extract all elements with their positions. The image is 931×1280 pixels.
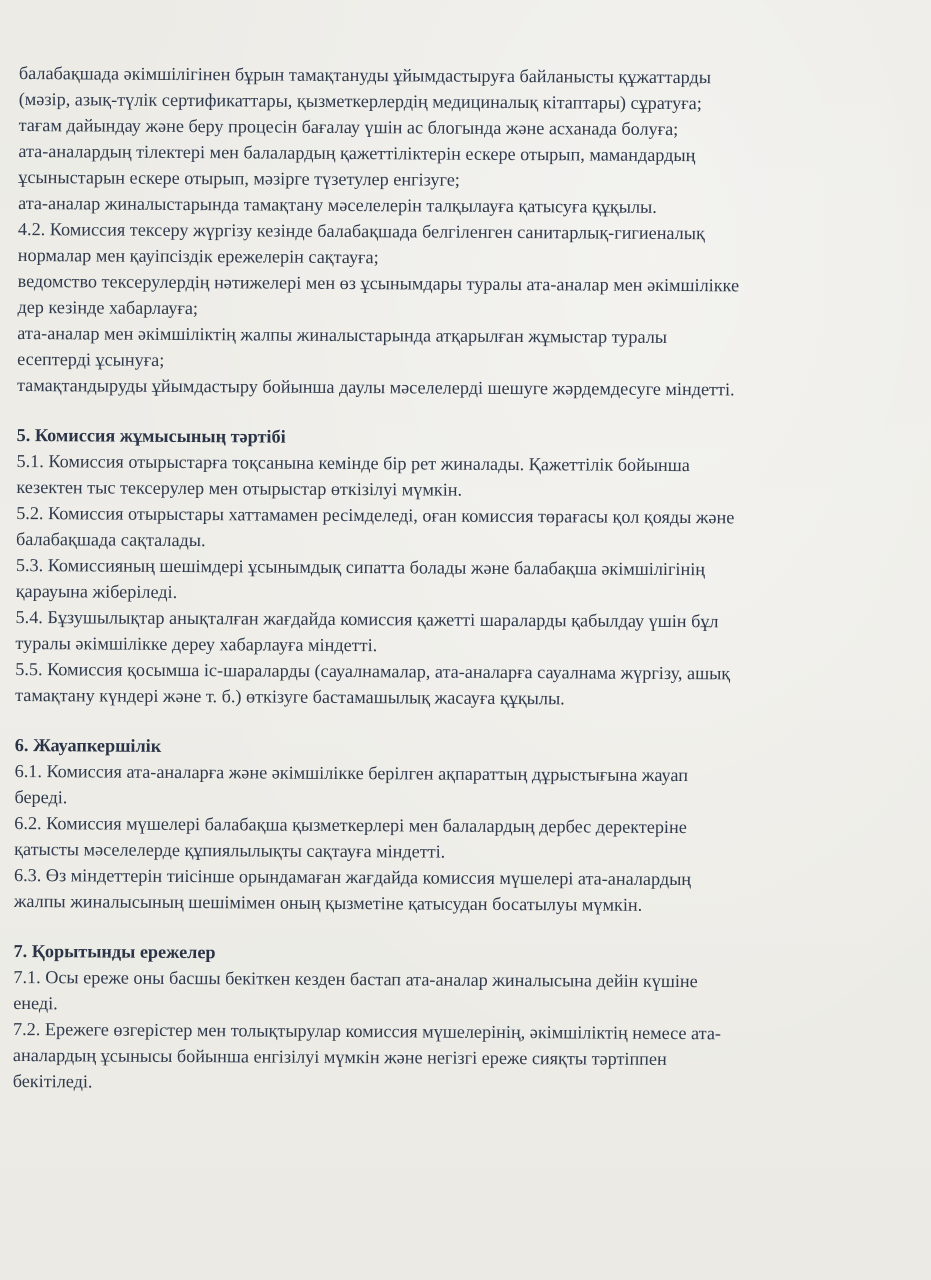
text-line: дер кезінде хабарлауға; — [17, 296, 199, 319]
text-line: 7.2. Ережеге өзгерістер мен толықтырулар комиссия мүшелерінің, әкімшіліктің немесе ата- — [13, 1018, 722, 1044]
text-line: жалпы жиналысының шешімімен оның қызметіне қатысудан босатылуы мүмкін. — [13, 890, 643, 915]
text-line: 6.1. Комиссия ата-аналарға және әкімшілікке берілген ақпараттың дұрыстығына жауап — [14, 760, 689, 786]
text-line: балабақшада әкімшілігінен бұрын тамақтануды ұйымдастыруға байланысты құжаттарды — [18, 62, 712, 88]
text-line: ата-аналардың тілектері мен балалардың қажеттіліктерін ескере отырып, мамандардың — [18, 140, 696, 166]
text-line: 4.2. Комиссия тексеру жүргізу кезінде балабақшада белгіленген санитарлық-гигиеналық — [17, 218, 705, 244]
text-line: балабақшада сақталады. — [16, 528, 206, 551]
text-line: ата-аналар жиналыстарында тамақтану мәселелерін талқылауға қатысуға құқылы. — [18, 192, 657, 217]
text-line: енеді. — [13, 992, 58, 1014]
text-line: есептерді ұсынуға; — [17, 348, 165, 370]
text-line: қатысты мәселелерде құпиялылықты сақтауға міндетті. — [14, 838, 446, 862]
text-line: 5.4. Бұзушылықтар анықталған жағдайда комиссия қажетті шараларды қабылдау үшін бұл — [15, 606, 719, 632]
text-line: нормалар мен қауіпсіздік ережелерін сақтауға; — [17, 244, 379, 268]
text-line: 6.3. Өз міндеттерін тиісінше орындамаған жағдайда комиссия мүшелері ата-аналардың — [13, 864, 692, 890]
section-6-title: 6. Жауапкершілік — [14, 734, 162, 756]
text-line: (мәзір, азық-түлік сертификаттары, қызметкерлердің медициналық кітаптары) сұратуға; — [18, 88, 702, 114]
text-line: тамақтандыруды ұйымдастыру бойынша даулы мәселелерді шешуге жәрдемдесуге міндетті. — [16, 374, 735, 400]
section-5-title: 5. Комиссия жұмысының тәртібі — [16, 424, 286, 447]
text-line: 5.3. Комиссияның шешімдері ұсынымдық сипатта болады және балабақша әкімшілігінің — [15, 554, 706, 580]
text-line: 7.1. Осы ереже оны басшы бекіткен кезден бастап ата-аналар жиналысына дейін күшіне — [13, 966, 698, 992]
intro-paragraph — [17, 60, 919, 403]
text-line: 5.5. Комиссия қосымша іс-шараларды (сауалнамалар, ата-аналарға сауалнама жүргізу, ашық — [15, 658, 731, 684]
text-line: ұсыныстарын ескере отырып, мәзірге түзетулер енгізуге; — [18, 166, 460, 190]
text-line: 5.1. Комиссия отырыстарға тоқсанына кемінде бір рет жиналады. Қажеттілік бойынша — [16, 450, 690, 476]
document-body — [13, 60, 919, 1099]
text-line: кезектен тыс тексерулер мен отырыстар өткізілуі мүмкін. — [16, 476, 463, 500]
text-line: тамақтану күндері және т. б.) өткізуге бастамашылық жасауға құқылы. — [15, 684, 565, 709]
text-line: туралы әкімшілікке дереу хабарлауға міндетті. — [15, 632, 378, 656]
section-7-title: 7. Қорытынды ережелер — [13, 940, 216, 963]
text-line: аналардың ұсынысы бойынша енгізілуі мүмкін және негізгі ереже сияқты тәртіппен — [12, 1044, 667, 1069]
text-line: тағам дайындау және беру процесін бағалау үшін ас блогында және асханада болуға; — [18, 114, 679, 140]
section-7 — [13, 938, 914, 1099]
text-line: ведомство тексерулердің нәтижелері мен өз ұсынымдары туралы ата-аналар мен әкімшілікке — [17, 270, 740, 296]
section-6 — [14, 732, 915, 919]
text-line: 6.2. Комиссия мүшелері балабақша қызметкерлері мен балалардың дербес деректеріне — [14, 812, 687, 838]
text-line: береді. — [14, 786, 68, 808]
section-5 — [15, 422, 917, 713]
text-line: бекітіледі. — [12, 1070, 93, 1092]
text-line: 5.2. Комиссия отырыстары хаттамамен ресімделеді, оған комиссия төрағасы қол қояды және — [16, 502, 735, 528]
text-line: ата-аналар мен әкімшіліктің жалпы жиналыстарында атқарылған жұмыстар туралы — [17, 322, 668, 347]
text-line: қарауына жіберіледі. — [15, 580, 178, 602]
